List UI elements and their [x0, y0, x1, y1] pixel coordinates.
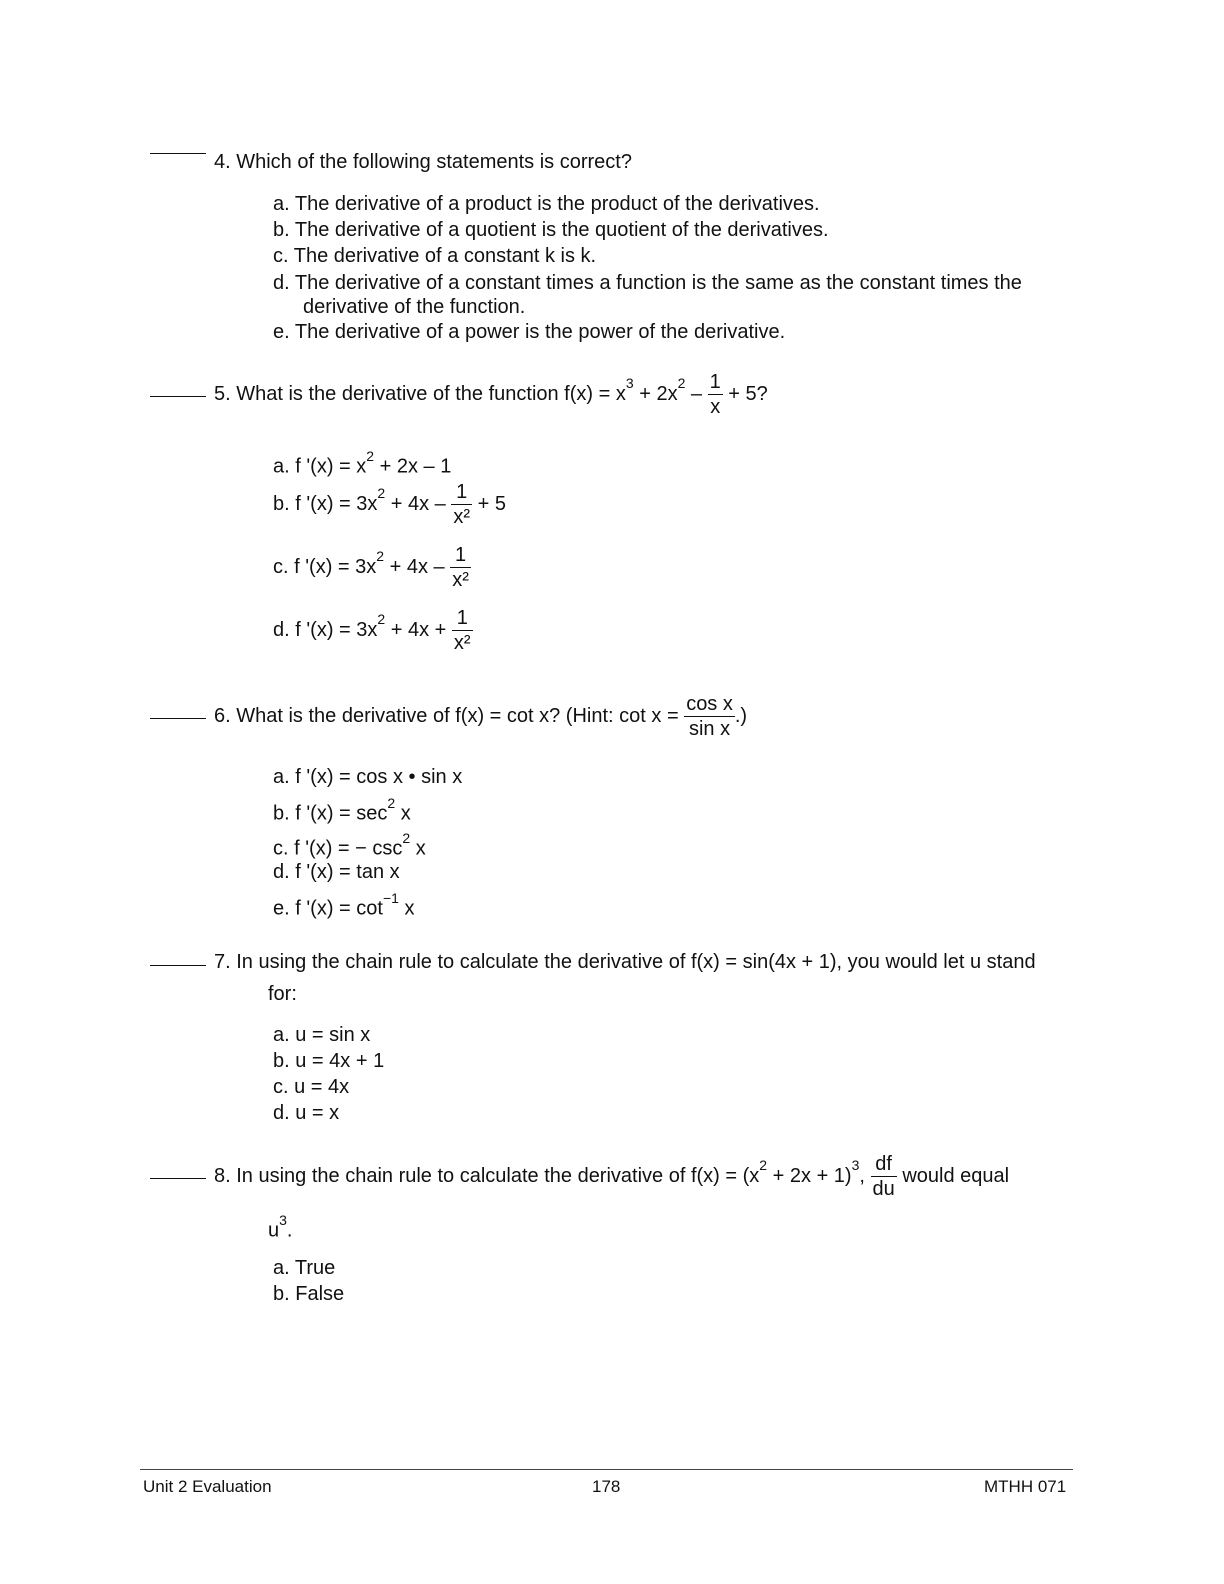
q6-b-rest: x [395, 802, 411, 825]
q6-option-d: d. f '(x) = tan x [273, 861, 400, 883]
q5-c-num: 1 [455, 544, 467, 566]
q8-cont-base: u [268, 1219, 280, 1242]
q6-stem-text: 6. What is the derivative of f(x) = cot x? (Hint: cot x = [214, 704, 685, 727]
q6-frac-num: cos x [686, 693, 733, 715]
q6-e-prefix: e. f '(x) = cot [273, 897, 383, 920]
q5-b-tail: + 5 [472, 492, 506, 515]
q5-c-exp: 2 [376, 548, 385, 565]
q6-stem [214, 692, 747, 741]
q4-option-a: a. The derivative of a product is the product of the derivatives. [273, 193, 820, 215]
q5-minus: – [685, 382, 708, 405]
q5-d-fraction [452, 606, 473, 655]
q5-stem-mid: + 2x [633, 382, 678, 405]
q7-stem: 7. In using the chain rule to calculate the derivative of f(x) = sin(4x + 1), you would let u stand [214, 951, 1036, 973]
q5-option-b [273, 480, 506, 529]
q5-d-num: 1 [456, 607, 468, 629]
q5-c-den: x² [452, 569, 469, 591]
q6-c-exp: 2 [402, 830, 411, 846]
q6-option-a: a. f '(x) = cos x • sin x [273, 766, 463, 788]
q8-exp-3: 3 [851, 1157, 860, 1174]
q8-cont-exp: 3 [279, 1212, 287, 1228]
q5-d-exp: 2 [377, 611, 386, 628]
q7-option-b: b. u = 4x + 1 [273, 1050, 385, 1072]
q8-stem-mid: + 2x + 1) [767, 1164, 852, 1187]
q6-c-rest: x [410, 837, 426, 860]
q5-exp-3: 3 [625, 375, 634, 392]
q5-c-prefix: c. f '(x) = 3x [273, 555, 377, 578]
q8-stem [214, 1152, 1009, 1201]
q6-b-exp: 2 [387, 795, 396, 811]
footer-rule [140, 1469, 1073, 1470]
q5-frac-den: x [708, 394, 723, 419]
q5-b-fraction [451, 480, 472, 529]
q4-option-d: d. The derivative of a constant times a function is the same as the constant times the [273, 272, 1022, 294]
q6-b-prefix: b. f '(x) = sec [273, 802, 388, 825]
page-number: 178 [592, 1477, 621, 1496]
answer-blank-q4[interactable] [150, 153, 206, 154]
q6-tail: .) [734, 704, 748, 727]
q5-tail: + 5? [722, 382, 768, 405]
q5-c-rest: + 4x – [384, 555, 451, 578]
q5-b-prefix: b. f '(x) = 3x [273, 492, 378, 515]
q5-d-den: x² [453, 632, 471, 654]
answer-blank-q8[interactable] [150, 1178, 206, 1179]
q8-option-b: b. False [273, 1283, 345, 1305]
q5-b-num: 1 [456, 481, 468, 503]
q5-frac-num: 1 [709, 371, 721, 393]
q5-stem-prefix: 5. What is the derivative of the function f(x) = x [214, 382, 626, 405]
q7-option-d: d. u = x [273, 1102, 340, 1124]
q5-option-d [273, 606, 473, 655]
q8-stem-cont [268, 1212, 293, 1243]
q5-exp-2: 2 [677, 375, 686, 392]
q4-stem: 4. Which of the following statements is correct? [214, 151, 632, 173]
q8-tail: would equal [896, 1164, 1010, 1187]
q7-option-c: c. u = 4x [273, 1076, 350, 1098]
q8-fraction [871, 1152, 897, 1201]
q5-b-rest: + 4x – [385, 492, 452, 515]
q8-frac-num: df [875, 1153, 892, 1175]
q5-d-rest: + 4x + [385, 618, 452, 641]
q8-cont-tail: . [286, 1219, 293, 1242]
q8-stem-prefix: 8. In using the chain rule to calculate the derivative of f(x) = (x [214, 1164, 760, 1187]
q4-option-d-cont: derivative of the function. [303, 296, 526, 318]
q6-option-e [273, 890, 415, 921]
q5-option-c [273, 543, 471, 592]
q5-option-a [273, 448, 452, 479]
q5-a-rest: + 2x – 1 [374, 455, 452, 478]
footer-left: Unit 2 Evaluation [143, 1477, 272, 1496]
answer-blank-q6[interactable] [150, 718, 206, 719]
q5-b-den: x² [453, 506, 471, 528]
q8-exp-2: 2 [759, 1157, 768, 1174]
q7-stem-cont: for: [268, 983, 297, 1005]
q6-e-exp: −1 [382, 890, 399, 906]
q5-d-prefix: d. f '(x) = 3x [273, 618, 378, 641]
q5-a-prefix: a. f '(x) = x [273, 455, 367, 478]
q6-hint-fraction [684, 692, 735, 741]
q8-frac-den: du [872, 1178, 895, 1200]
answer-blank-q5[interactable] [150, 396, 206, 397]
q6-c-prefix: c. f '(x) = − csc [273, 837, 403, 860]
q5-b-exp: 2 [377, 485, 386, 502]
q6-frac-den: sin x [684, 716, 735, 741]
q6-e-rest: x [398, 897, 415, 920]
q8-option-a: a. True [273, 1257, 336, 1279]
q5-stem [214, 370, 768, 419]
q5-fraction [708, 370, 723, 419]
q5-a-exp: 2 [366, 448, 375, 464]
q4-option-c: c. The derivative of a constant k is k. [273, 245, 597, 267]
q6-option-b [273, 795, 411, 826]
q6-option-c [273, 830, 426, 861]
q8-comma: , [859, 1164, 871, 1187]
q7-option-a: a. u = sin x [273, 1024, 371, 1046]
answer-blank-q7[interactable] [150, 965, 206, 966]
q4-option-e: e. The derivative of a power is the power of the derivative. [273, 321, 786, 343]
footer-right: MTHH 071 [984, 1477, 1067, 1496]
q4-option-b: b. The derivative of a quotient is the quotient of the derivatives. [273, 219, 829, 241]
q5-c-fraction [450, 543, 471, 592]
